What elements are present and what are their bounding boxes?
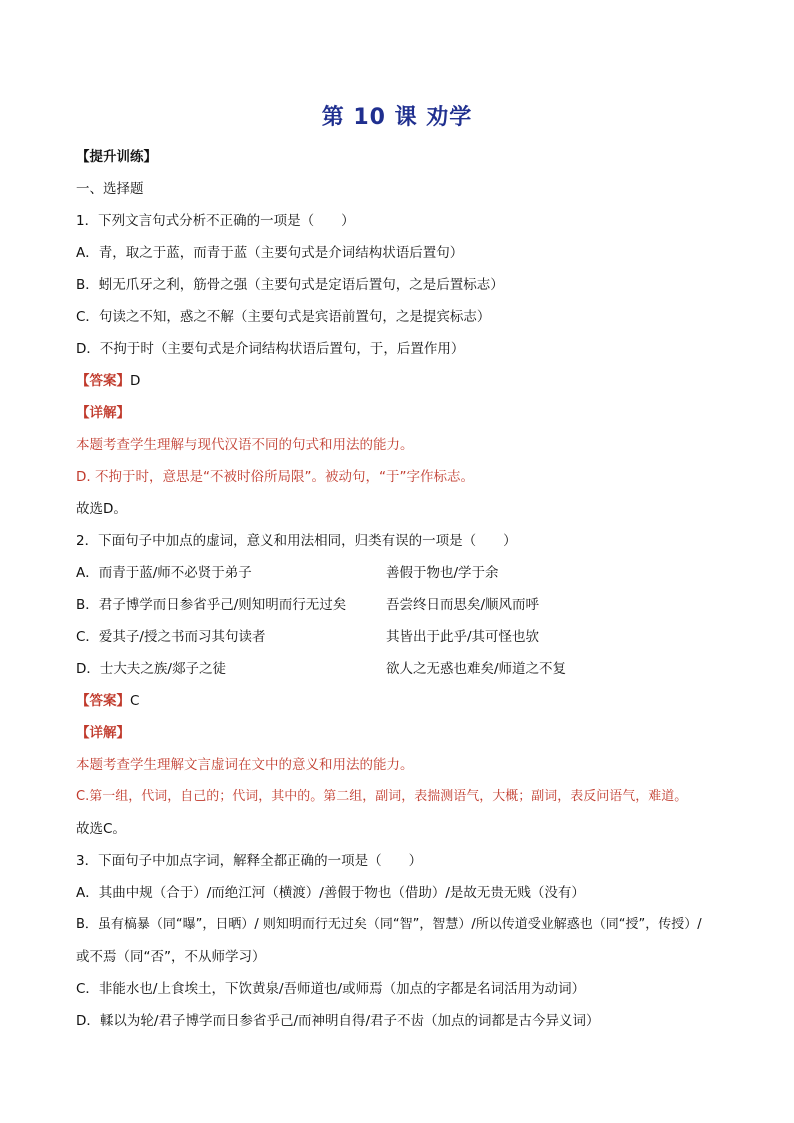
question-2-answer — [76, 692, 139, 710]
question-2-option-c-left: C．爱其子/授之书而习其句读者 — [76, 629, 266, 645]
question-2-detail-label: 【详解】 — [76, 725, 130, 741]
question-2-option-c-right: 其皆出于此乎/其可怪也欤 — [386, 629, 540, 645]
section-heading: 一、选择题 — [76, 181, 144, 197]
question-1-detail-line-1: 本题考查学生理解与现代汉语不同的句式和用法的能力。 — [76, 437, 414, 453]
question-3-option-b-continued: 或不焉（同“否”，不从师学习） — [76, 949, 266, 965]
question-2-detail-line-2: C.第一组，代词，自己的；代词，其中的。第二组，副词，表揣测语气，大概；副词，表反问语气，难道。 — [76, 789, 688, 804]
question-2-option-d-right: 欲人之无惑也难矣/师道之不复 — [386, 661, 567, 677]
question-1-detail-label: 【详解】 — [76, 405, 130, 421]
question-2-option-a-left: A．而青于蓝/师不必贤于弟子 — [76, 565, 252, 581]
question-2-detail-line-1: 本题考查学生理解文言虚词在文中的意义和用法的能力。 — [76, 757, 414, 773]
question-1-conclusion: 故选D。 — [76, 501, 127, 517]
question-3-option-c: C．非能水也/上食埃土，下饮黄泉/吾师道也/或师焉（加点的字都是名词活用为动词） — [76, 981, 586, 997]
question-1-detail-line-2: D. 不拘于时，意思是“不被时俗所局限”。被动句，“于”字作标志。 — [76, 469, 474, 485]
lesson-title: 第 10 课 劝学 — [321, 105, 473, 130]
question-3-option-b: B．虽有槁暴（同“曝”，日晒）/ 则知明而行无过矣（同“智”，智慧）/所以传道受业解惑也（同“授”，传授）/ — [76, 917, 702, 932]
question-1-answer — [76, 372, 140, 390]
question-2-conclusion: 故选C。 — [76, 821, 126, 837]
question-3-option-d: D．輮以为轮/君子博学而日参省乎己/而神明自得/君子不齿（加点的词都是古今异义词） — [76, 1013, 600, 1029]
question-2-stem: 2．下面句子中加点的虚词，意义和用法相同，归类有误的一项是（ ） — [76, 533, 517, 549]
answer-label: 【答案】 — [76, 373, 130, 389]
question-1-option-b: B．蚓无爪牙之利，筋骨之强（主要句式是定语后置句，之是后置标志） — [76, 277, 504, 293]
question-1-option-a: A．青，取之于蓝，而青于蓝（主要句式是介词结构状语后置句） — [76, 245, 464, 261]
question-1-stem: 1．下列文言句式分析不正确的一项是（ ） — [76, 213, 355, 229]
answer-value: D — [130, 373, 141, 389]
answer-value: C — [130, 693, 140, 709]
section-tag: 【提升训练】 — [76, 149, 157, 165]
question-2-option-b-right: 吾尝终日而思矣/顺风而呼 — [386, 597, 540, 613]
question-3-option-a: A．其曲中规（合于）/而绝江河（横渡）/善假于物也（借助）/是故无贵无贱（没有） — [76, 885, 585, 901]
question-2-option-a-right: 善假于物也/学于余 — [386, 565, 499, 581]
question-2-option-d-left: D．士大夫之族/郯子之徒 — [76, 661, 226, 677]
question-1-option-d: D．不拘于时（主要句式是介词结构状语后置句，于，后置作用） — [76, 341, 465, 357]
question-1-option-c: C．句读之不知，惑之不解（主要句式是宾语前置句，之是提宾标志） — [76, 309, 491, 325]
question-3-stem: 3．下面句子中加点字词，解释全都正确的一项是（ ） — [76, 853, 423, 869]
question-2-option-b-left: B．君子博学而日参省乎己/则知明而行无过矣 — [76, 597, 347, 613]
answer-label: 【答案】 — [76, 693, 130, 709]
